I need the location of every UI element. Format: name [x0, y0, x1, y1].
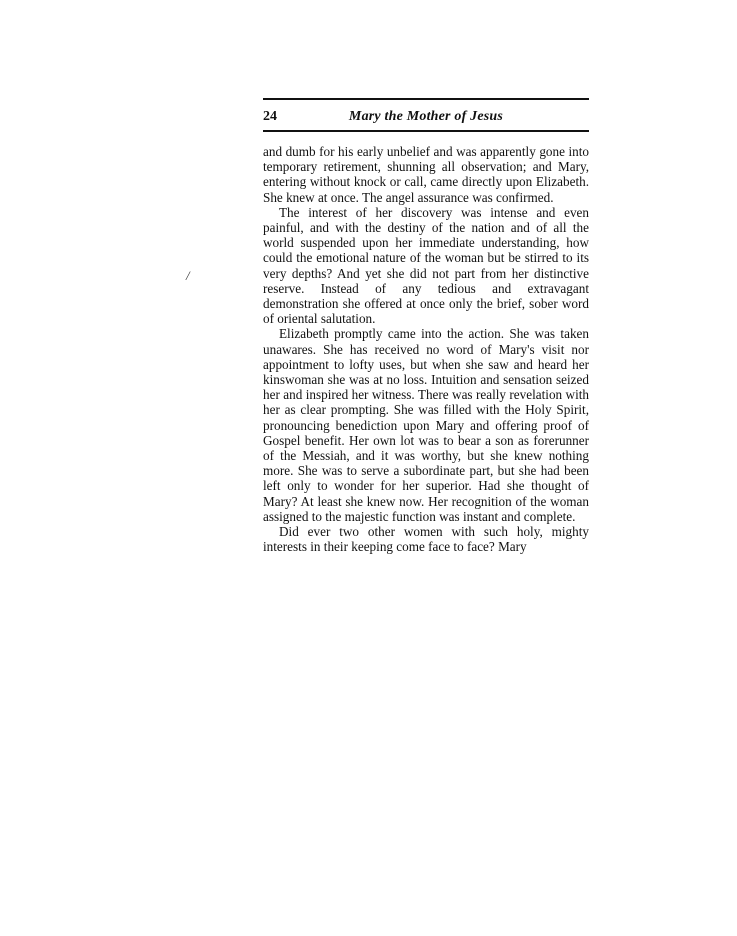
margin-mark: / — [186, 268, 190, 283]
header-bottom-rule — [263, 130, 589, 132]
paragraph-4: Did ever two other women with such holy, mighty interests in their keeping come face to face? Mary — [263, 524, 589, 555]
book-page — [263, 98, 589, 554]
page-number: 24 — [263, 109, 277, 124]
paragraph-1: and dumb for his early unbelief and was apparently gone into temporary retirement, shunning all observation; and Mary, entering without knock or call, came directly upon Elizabeth. She knew at once. The angel assurance was confirmed. — [263, 144, 589, 205]
header-top-rule — [263, 98, 589, 100]
running-header — [263, 104, 589, 130]
running-title: Mary the Mother of Jesus — [348, 109, 504, 124]
body-text — [263, 144, 589, 554]
paragraph-3: Elizabeth promptly came into the action. She was taken unawares. She has received no word of Mary's visit nor appointment to lofty uses, but when she saw and heard her kinswoman she was at no loss. Intuition and sensation seized her and inspired her witness. There was really revelation with her as clear prompting. She was filled with the Holy Spirit, pronouncing benediction upon Mary and offering proof of Gospel benefit. Her own lot was to bear a son as forerunner of the Messiah, and it was worthy, but she knew nothing more. She was to serve a subordinate part, but she had been left only to wonder for her superior. Had she thought of Mary? At least she knew now. Her recognition of the woman assigned to the majestic function was instant and complete. — [263, 326, 589, 524]
paragraph-2: The interest of her discovery was intense and even painful, and with the destiny of the nation and of all the world suspended upon her immediate understanding, how could the emotional nature of the woman but be stirred to its very depths? And yet she did not part from her distinctive reserve. Instead of any tedious and extravagant demonstration she offered at once only the brief, sober word of oriental salutation. — [263, 204, 589, 327]
